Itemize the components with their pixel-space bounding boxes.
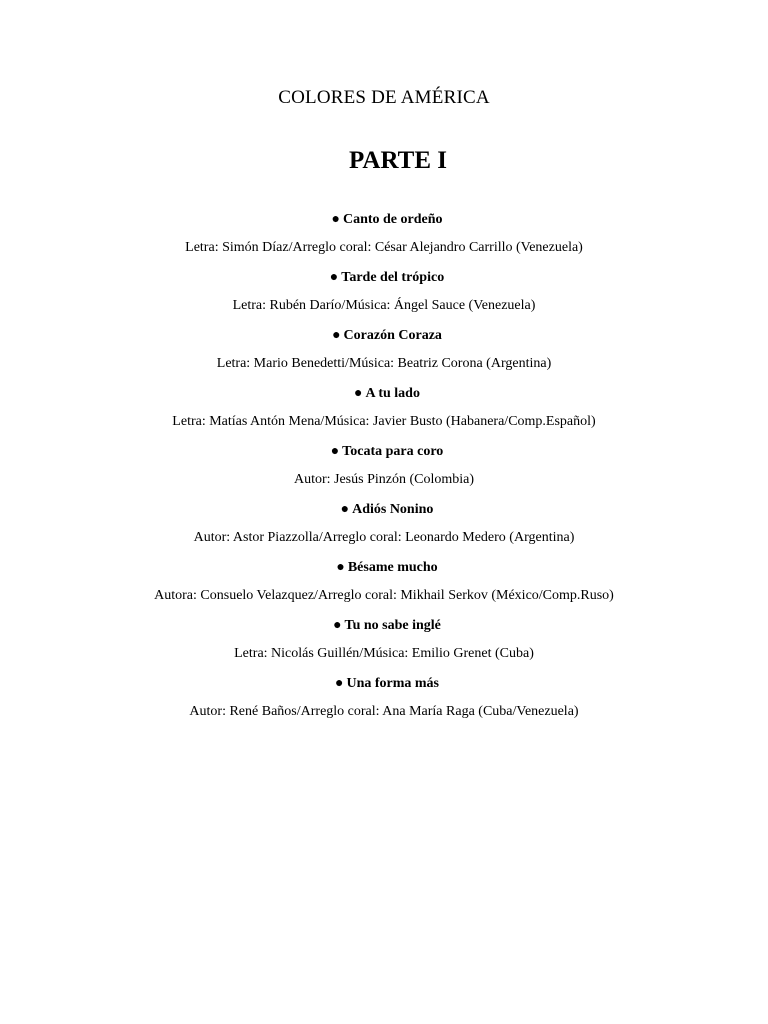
program-item xyxy=(0,208,768,266)
piece-credit: Letra: Nicolás Guillén/Música: Emilio Grenet (Cuba) xyxy=(234,646,534,661)
document-title: COLORES DE AMÉRICA xyxy=(278,87,490,108)
piece-title xyxy=(0,208,768,236)
bullet-icon: ● xyxy=(331,212,340,227)
piece-title-text: A tu lado xyxy=(365,386,420,401)
piece-title-text: Tarde del trópico xyxy=(341,270,445,285)
bullet-icon: ● xyxy=(340,502,350,517)
piece-credit: Letra: Simón Díaz/Arreglo coral: César Alejandro Carrillo (Venezuela) xyxy=(185,240,583,255)
program-item xyxy=(0,266,768,324)
program-item xyxy=(0,556,768,614)
program-item xyxy=(0,672,768,730)
piece-credit: Letra: Mario Benedetti/Música: Beatriz Corona (Argentina) xyxy=(216,356,552,371)
bullet-icon: ● xyxy=(329,270,339,285)
piece-credit: Autor: Astor Piazzolla/Arreglo coral: Leonardo Medero (Argentina) xyxy=(193,530,575,545)
bullet-icon: ● xyxy=(336,560,345,575)
piece-title xyxy=(0,324,768,352)
bullet-icon: ● xyxy=(354,386,363,401)
piece-title xyxy=(0,382,768,410)
program-item xyxy=(0,382,768,440)
piece-title xyxy=(0,498,768,526)
program-item xyxy=(0,614,768,672)
bullet-icon: ● xyxy=(330,444,340,459)
program-item xyxy=(0,498,768,556)
piece-title-text: Tocata para coro xyxy=(342,444,444,459)
bullet-icon: ● xyxy=(333,618,342,633)
program-item xyxy=(0,440,768,498)
piece-title xyxy=(0,440,768,468)
piece-title-text: Canto de ordeño xyxy=(342,212,443,227)
piece-title xyxy=(0,556,768,584)
piece-credit: Autor: Jesús Pinzón (Colombia) xyxy=(293,472,475,487)
bullet-icon: ● xyxy=(334,676,344,691)
piece-credit: Autor: René Baños/Arreglo coral: Ana María Raga (Cuba/Venezuela) xyxy=(189,704,579,719)
piece-title-text: Adiós Nonino xyxy=(352,502,434,517)
program-list xyxy=(0,208,768,730)
part-heading: PARTE I xyxy=(349,147,447,174)
piece-credit: Letra: Rubén Darío/Música: Ángel Sauce (Venezuela) xyxy=(232,298,536,313)
bullet-icon: ● xyxy=(332,328,341,343)
piece-title xyxy=(0,672,768,700)
piece-credit: Autora: Consuelo Velazquez/Arreglo coral: Mikhail Serkov (México/Comp.Ruso) xyxy=(154,588,614,603)
piece-title xyxy=(0,614,768,642)
piece-title-text: Corazón Coraza xyxy=(343,328,442,343)
piece-title-text: Bésame mucho xyxy=(347,560,438,575)
piece-title xyxy=(0,266,768,294)
piece-title-text: Una forma más xyxy=(346,676,439,691)
program-item xyxy=(0,324,768,382)
piece-credit: Letra: Matías Antón Mena/Música: Javier Busto (Habanera/Comp.Español) xyxy=(172,414,596,429)
piece-title-text: Tu no sabe inglé xyxy=(344,618,441,633)
